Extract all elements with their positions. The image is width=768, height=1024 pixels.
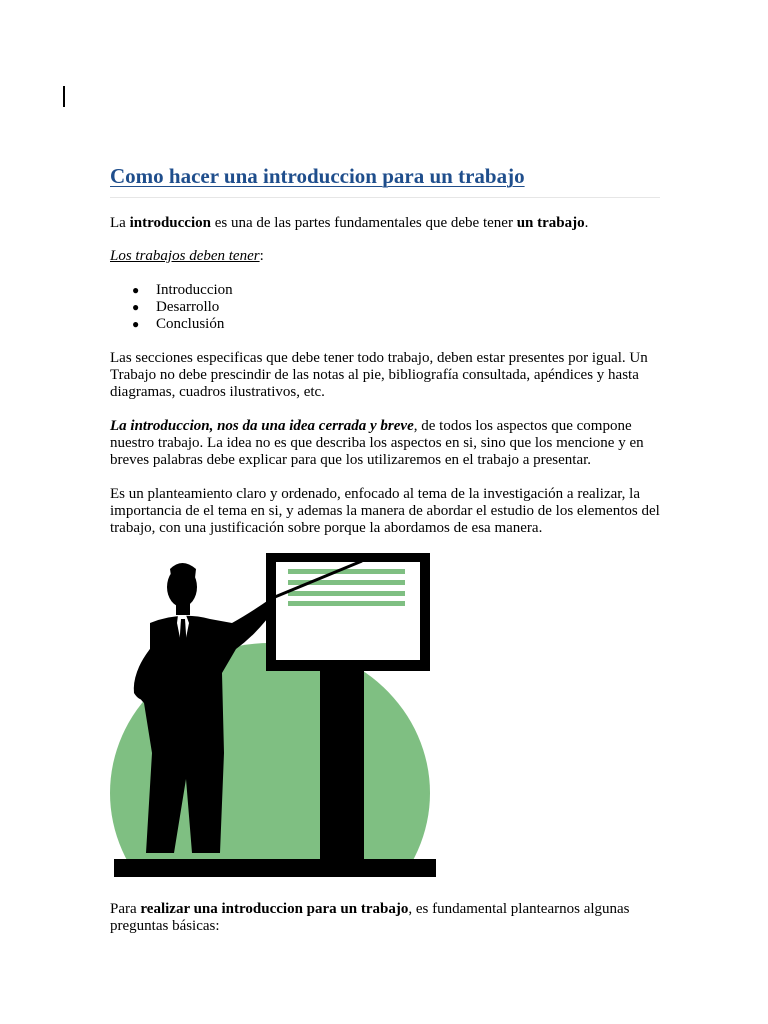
- text: , de todos los aspectos que compone nuestro trabajo. La idea no es que describa los aspectos en si, sino que los mencione y en breves palabras debe explicar para que los utilizaremos en el trabajo a presentar.: [110, 418, 644, 468]
- board-line: [288, 569, 405, 574]
- board-line: [288, 601, 405, 606]
- presenter-illustration: [110, 553, 440, 883]
- bold-text: introduccion: [129, 215, 211, 231]
- text: .: [584, 215, 589, 231]
- list-item-label: Conclusión: [156, 316, 225, 332]
- paragraph-sections: Las secciones especificas que debe tener todo trabajo, deben estar presentes por igual. Un Trabajo no debe prescindir de las notas al pie, bibliografía consultada, apéndices y hasta diagramas, cuadros ilustrativos, etc.: [110, 350, 648, 400]
- bold-italic-text: La introduccion, nos da una idea cerrada y breve: [110, 418, 414, 434]
- bold-text: un trabajo: [516, 215, 585, 231]
- list-item: [110, 282, 660, 299]
- paragraph-intro: [110, 215, 660, 232]
- bullet-list: [110, 282, 660, 333]
- text-cursor: [63, 86, 65, 107]
- list-item-label: Desarrollo: [156, 299, 220, 315]
- list-item-label: Introduccion: [156, 282, 233, 298]
- italic-underlined-text: Los trabajos deben tener: [110, 248, 260, 264]
- text: , es fundamental plantearnos algunas preguntas básicas:: [110, 901, 630, 934]
- paragraph-preguntas: [110, 901, 660, 935]
- list-item: [110, 299, 660, 316]
- board-screen: [276, 562, 420, 660]
- paragraph-planteamiento: Es un planteamiento claro y ordenado, enfocado al tema de la investigación a realizar, la importancia de el tema en si, y ademas la manera de abordar el estudio de los elementos del trabajo, con una justificación sobre porque la abordamos de esa manera.: [110, 486, 660, 536]
- bullet-icon: ●: [132, 283, 140, 297]
- text: Para: [110, 901, 141, 917]
- board-stand: [320, 665, 364, 861]
- text: es una de las partes fundamentales que debe tener: [210, 215, 517, 231]
- text: :: [259, 248, 264, 264]
- board-line: [288, 591, 405, 596]
- paragraph-list-heading: [110, 248, 660, 265]
- page-title[interactable]: Como hacer una introduccion para un trabajo: [110, 160, 660, 198]
- list-item: [110, 316, 660, 333]
- document-body: [110, 160, 660, 935]
- bullet-icon: ●: [132, 300, 140, 314]
- paragraph-idea: [110, 418, 660, 469]
- bullet-icon: ●: [132, 317, 140, 331]
- base-platform: [114, 859, 436, 877]
- presenter-clipart-icon: [110, 553, 440, 883]
- bold-text: realizar una introduccion para un trabajo: [140, 901, 409, 917]
- text: La: [110, 215, 130, 231]
